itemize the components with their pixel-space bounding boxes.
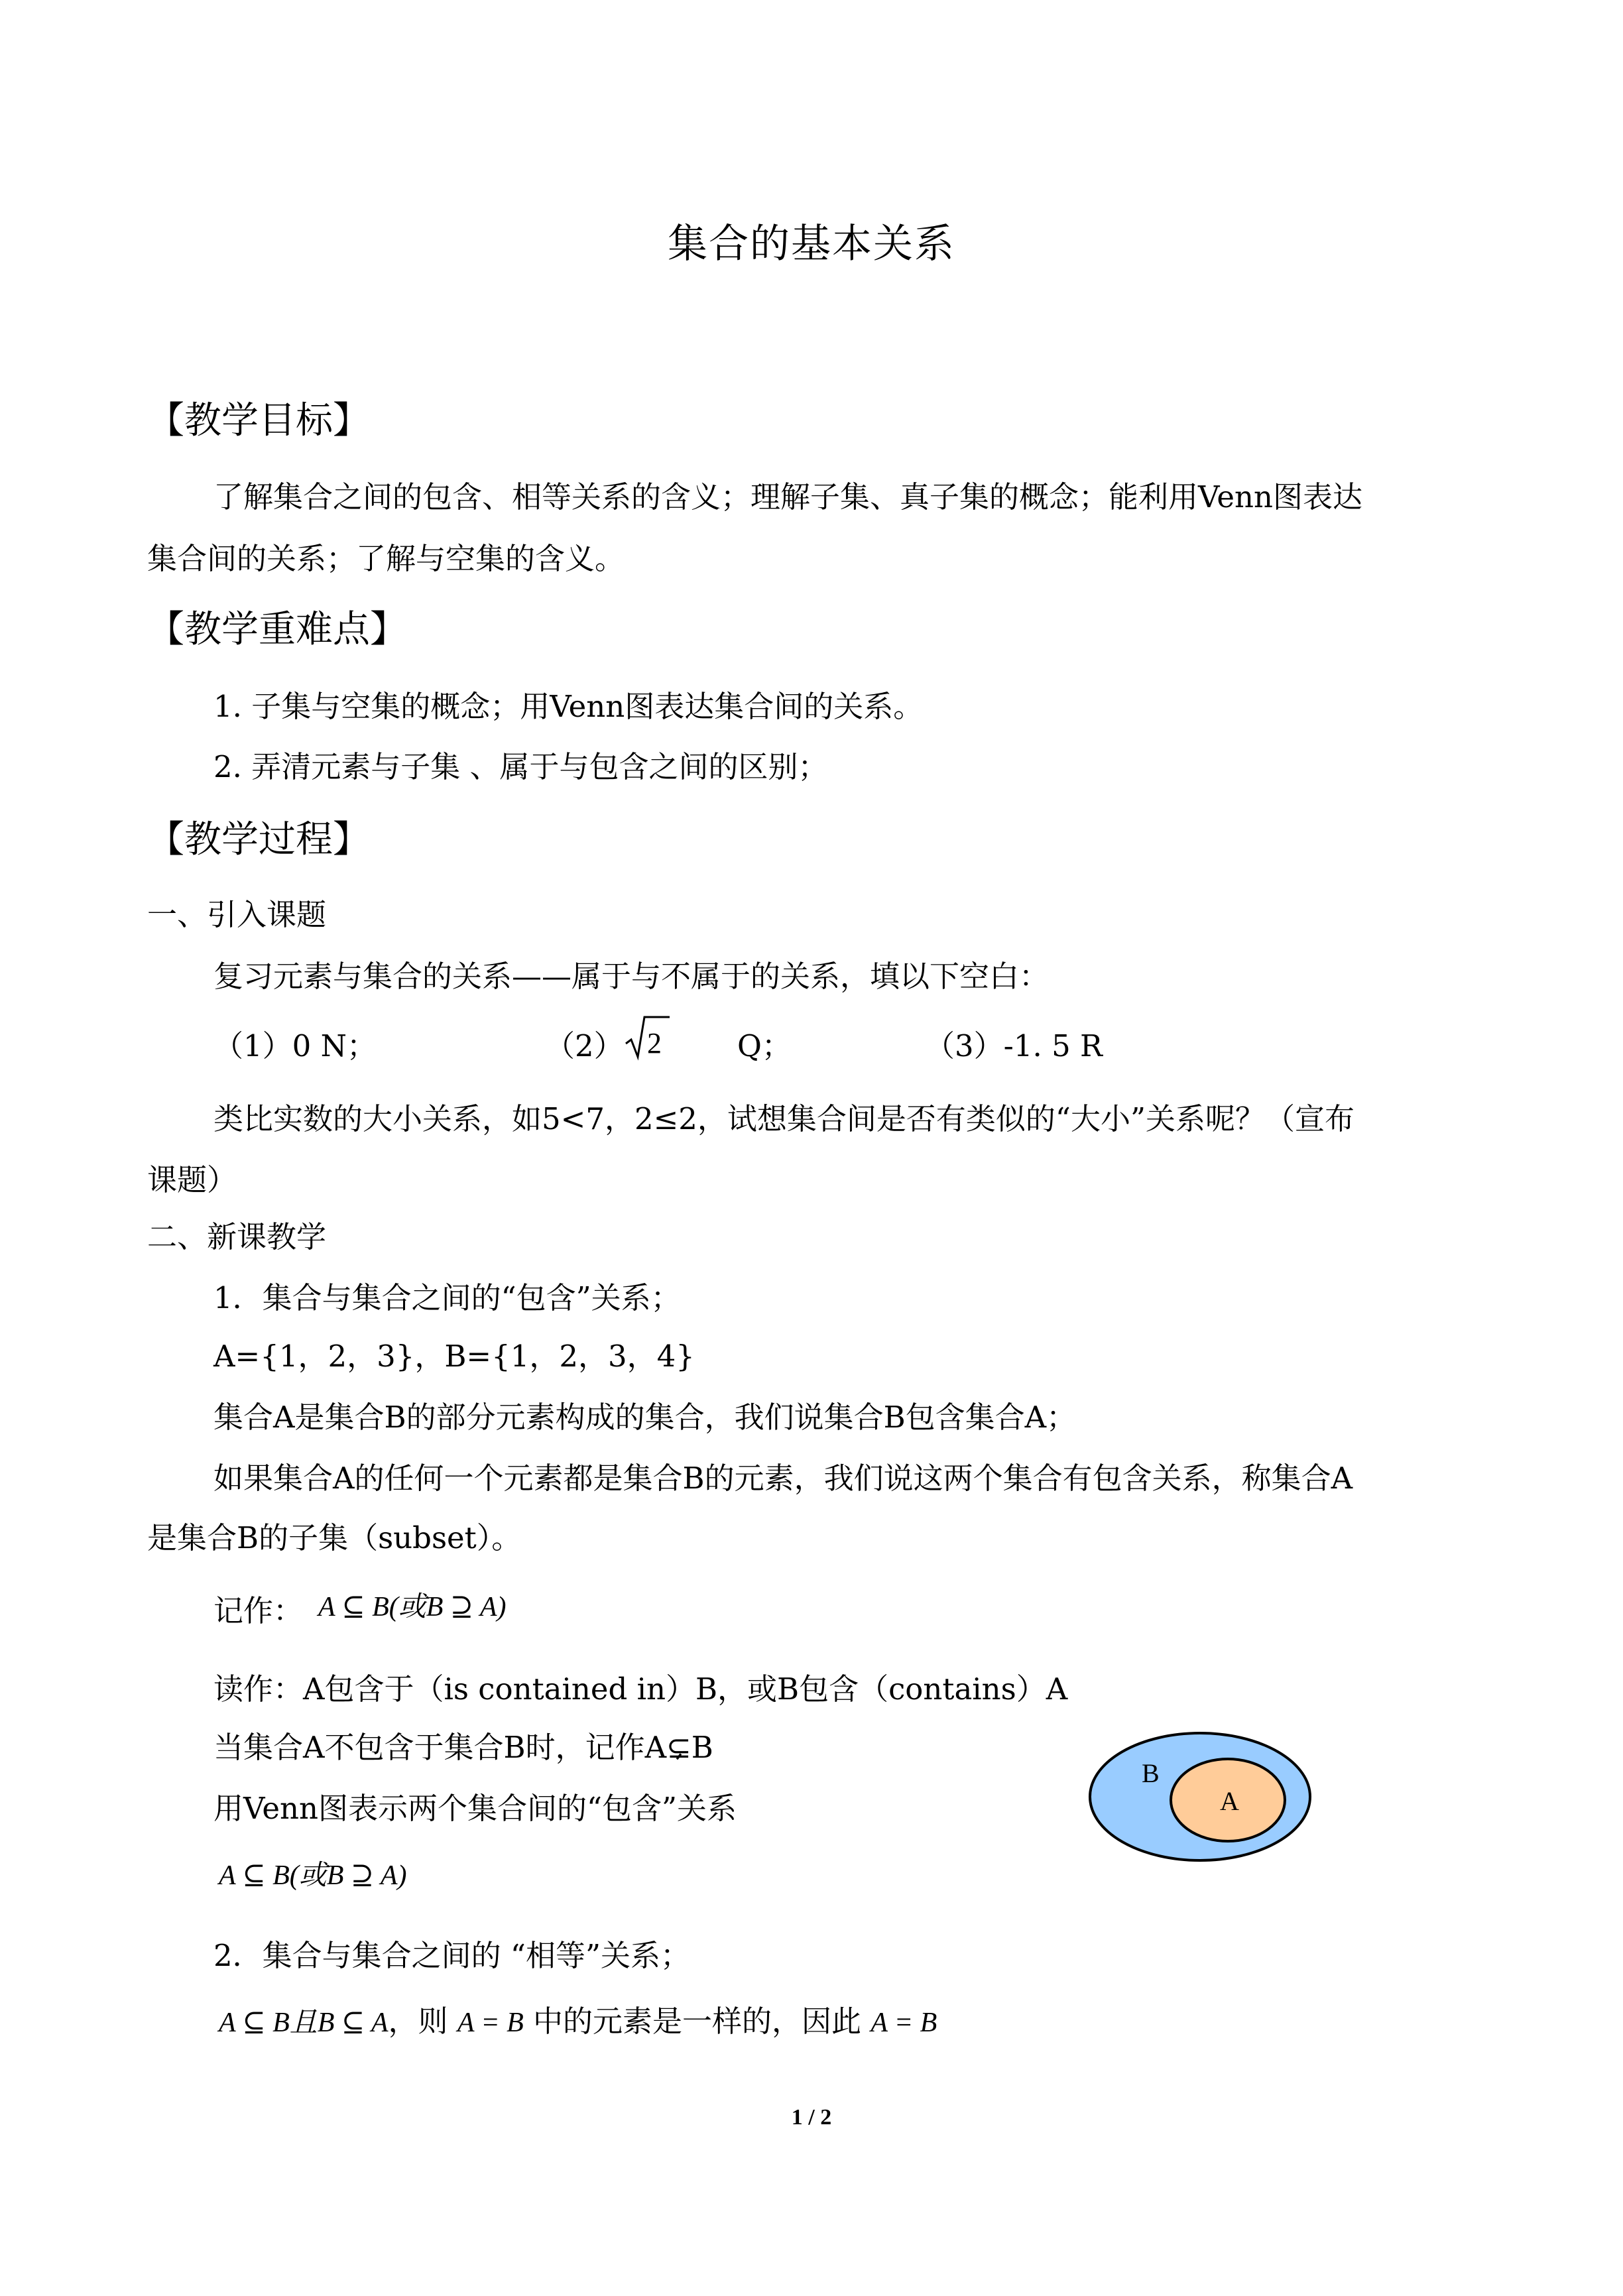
- venn-diagram: [1087, 1730, 1313, 1863]
- blank-2-suffix: Q；: [737, 1028, 792, 1063]
- subheading-equality: 2．集合与集合之间的 “相等”关系；: [213, 1938, 690, 1973]
- inclusion-desc-1: 集合A是集合B的部分元素构成的集合，我们说集合B包含集合A；: [213, 1400, 1077, 1435]
- analogy-line1: 类比实数的大小关系，如5<7，2≤2，试想集合间是否有类似的“大小”关系呢？（宣布: [213, 1101, 1354, 1136]
- section-heading-process: 【教学过程】: [147, 818, 370, 861]
- page-title: 集合的基本关系: [668, 221, 955, 267]
- goal-text-line2: 集合间的关系；了解与空集的含义。: [147, 541, 625, 576]
- notation-label: 记作：: [213, 1593, 304, 1628]
- subheading-inclusion: 1．集合与集合之间的“包含”关系；: [213, 1280, 681, 1315]
- part1-heading: 一、引入课题: [147, 897, 327, 932]
- inclusion-desc-2-line2: 是集合B的子集（subset）。: [147, 1520, 522, 1555]
- equality-connector: ，则: [388, 2004, 448, 2039]
- page-number: 1 / 2: [791, 2105, 832, 2130]
- goal-text-line1: 了解集合之间的包含、相等关系的含义；理解子集、真子集的概念；能利用Venn图表达: [213, 479, 1362, 514]
- key-point-1: 1. 子集与空集的概念；用Venn图表达集合间的关系。: [213, 689, 924, 724]
- sqrt-icon: [625, 1014, 671, 1062]
- venn-label-a: A: [1220, 1786, 1239, 1816]
- read-as-text: 读作：A包含于（is contained in）B，或B包含（contains）A: [213, 1671, 1068, 1707]
- equality-line: [219, 1997, 937, 2040]
- notation-formula: A ⊆ B(或B ⊇ A): [318, 1592, 507, 1622]
- key-point-2: 2. 弄清元素与子集 、属于与包含之间的区别；: [213, 749, 828, 784]
- equality-formula-2: A = B: [457, 2008, 524, 2038]
- sqrt-radicand: 2: [647, 1027, 662, 1059]
- review-text: 复习元素与集合的关系——属于与不属于的关系，填以下空白：: [213, 959, 1050, 994]
- equality-formula-3: A = B: [871, 2008, 937, 2038]
- section-heading-goals: 【教学目标】: [147, 399, 370, 442]
- venn-description: 用Venn图表示两个集合间的“包含”关系: [213, 1791, 737, 1826]
- section-heading-key-points: 【教学重难点】: [147, 608, 407, 651]
- sets-example: A={1，2，3}，B={1，2，3，4}: [213, 1339, 695, 1374]
- equality-tail: 中的元素是一样的，因此: [533, 2004, 862, 2039]
- inclusion-desc-2-line1: 如果集合A的任何一个元素都是集合B的元素，我们说这两个集合有包含关系，称集合A: [213, 1461, 1353, 1496]
- venn-formula: A ⊆ B(或B ⊇ A): [219, 1860, 407, 1891]
- part2-heading: 二、新课教学: [147, 1219, 327, 1254]
- equality-formula-1: A ⊆ B且B ⊆ A: [219, 2008, 389, 2038]
- blank-1: （1）0 N；: [213, 1028, 377, 1063]
- blank-2-prefix: （2）: [545, 1028, 624, 1063]
- analogy-line2: 课题）: [147, 1162, 237, 1197]
- venn-label-b: B: [1142, 1758, 1160, 1788]
- sqrt-2-expression: [625, 1014, 671, 1065]
- blank-3: （3）-1. 5 R: [925, 1028, 1103, 1063]
- not-contained-text: 当集合A不包含于集合B时，记作A⊊B: [213, 1730, 713, 1765]
